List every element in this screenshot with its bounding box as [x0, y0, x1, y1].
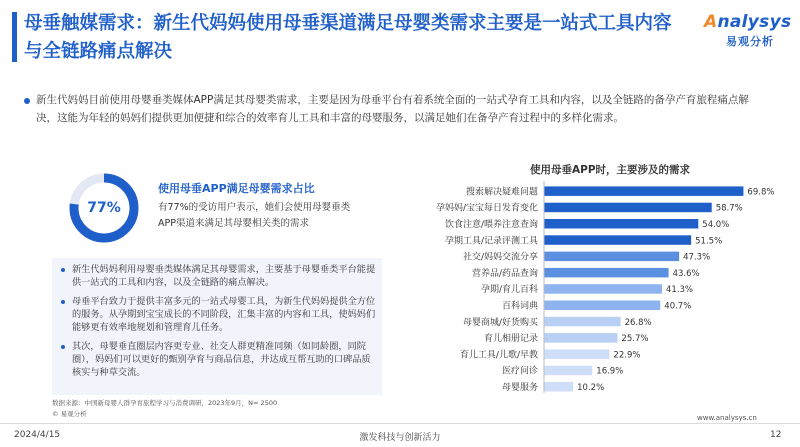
analysys-logo [704, 12, 794, 52]
value-label: 54.0% [702, 219, 730, 230]
bullet-box [52, 258, 382, 395]
bar [544, 268, 669, 278]
bar [544, 301, 660, 311]
value-label: 26.8% [624, 317, 652, 328]
bar [544, 366, 592, 376]
stat-description: 有77%的受访用户表示，她们会使用母婴垂类APP渠道来满足其母婴相关类的需求 [158, 202, 351, 229]
footer-logo-text: © 易观分析 [52, 410, 87, 418]
value-label: 58.7% [715, 203, 743, 214]
bullet-dot-icon [61, 268, 65, 272]
bar [544, 203, 712, 213]
stat-title: 使用母垂APP满足母婴需求占比 [158, 182, 315, 195]
bar [544, 349, 609, 359]
source-note: 数据来源：中国新母婴人群孕育旅程学习与消费调研，2023年9月，N= 2500 [52, 399, 278, 407]
page-number: 12 [770, 430, 782, 440]
donut-percent-label: 77% [87, 200, 121, 216]
category-label: 搜索解决疑难问题 [465, 187, 538, 198]
bar [544, 252, 679, 262]
footer-divider [0, 423, 800, 424]
chart-title: 使用母垂APP时，主要涉及的需求 [530, 164, 691, 176]
bar [544, 186, 743, 196]
value-label: 10.2% [577, 382, 605, 393]
needs-bar-chart [400, 178, 790, 393]
value-label: 22.9% [613, 350, 641, 361]
bar [544, 235, 691, 245]
bar [544, 382, 573, 392]
bullet-dot-icon [61, 300, 65, 304]
category-label: 社交/妈妈交流分享 [462, 252, 538, 263]
footer-date: 2024/4/15 [14, 430, 61, 440]
bar [544, 317, 621, 327]
category-label: 孕期工具/记录评测工具 [444, 236, 538, 247]
category-label: 百科词典 [501, 301, 538, 312]
bullet-dot-icon [61, 345, 65, 349]
category-label: 孕期/育儿百科 [480, 285, 538, 296]
value-label: 51.5% [695, 236, 723, 247]
bar [544, 219, 698, 229]
bar [544, 284, 662, 294]
title-accent-bar [12, 12, 17, 62]
category-label: 营养品/药品查询 [471, 268, 538, 279]
footer-url: www.analysys.cn [697, 414, 757, 422]
summary-bullet-icon [24, 98, 30, 104]
value-label: 69.8% [747, 187, 775, 198]
category-label: 母婴服务 [501, 382, 538, 393]
value-label: 16.9% [596, 366, 624, 377]
category-label: 医疗问诊 [501, 366, 538, 377]
page-title: 母垂触媒需求：新生代妈妈使用母垂渠道满足母婴类需求主要是一站式工具内容与全链路痛点解决 [24, 13, 672, 62]
bar [544, 333, 617, 343]
bullet-item: 其次，母婴垂直圈层内容更专业、社交人群更精准同频（如同龄圈，同院圈），妈妈们可以更好的甄别孕育与商品信息，并达成互帮互助的口碑品质核实与种草交流。 [72, 341, 371, 378]
logo-a-icon: A [704, 12, 718, 32]
footer-slogan: 激发科技与创新活力 [359, 433, 441, 443]
bullet-item: 新生代妈妈利用母婴垂类媒体满足其母婴需求，主要基于母婴垂类平台能提供一站式的工具和内容，以及全链路的痛点解决。 [72, 264, 376, 288]
category-label: 饮食注意/喂养注意查询 [444, 219, 538, 230]
bullet-item: 母垂平台致力于提供丰富多元的一站式母婴工具，为新生代妈妈提供全方位的服务。从孕期到宝宝成长的不同阶段，汇集丰富的内容和工具，使妈妈们能够更有效率地规划和管理育儿任务。 [72, 296, 376, 333]
category-label: 孕妈妈/宝宝每日发育变化 [435, 203, 538, 214]
value-label: 47.3% [683, 252, 711, 263]
value-label: 40.7% [664, 301, 692, 312]
value-label: 43.6% [672, 268, 700, 279]
category-label: 母婴商城/好货购买 [462, 317, 538, 328]
value-label: 41.3% [666, 285, 694, 296]
category-label: 育儿工具/儿歌/早教 [459, 350, 538, 361]
value-label: 25.7% [621, 334, 649, 345]
summary-text: 新生代妈妈目前使用母婴垂类媒体APP满足其母婴类需求，主要是因为母垂平台有着系统全面的一站式孕育工具和内容，以及全链路的备孕产育旅程痛点解决，这能为年轻的妈妈们提供更加便捷和综合的效率育儿工具和丰富的母婴服务，以满足她们在备孕产育过程中的多样化需求。 [36, 94, 749, 124]
logo-subtitle: 易观分析 [726, 35, 774, 48]
logo-wordmark: Analysys [704, 12, 792, 32]
left-panel [52, 160, 382, 396]
category-label: 育儿相册记录 [483, 334, 538, 345]
